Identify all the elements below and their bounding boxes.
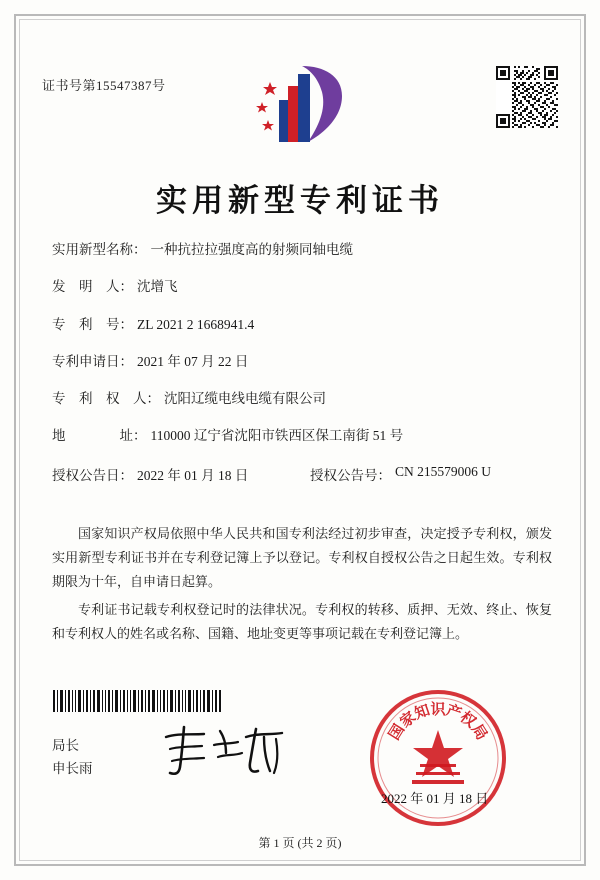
svg-text:局: 局 bbox=[467, 721, 490, 744]
field-row-inventor bbox=[52, 277, 552, 297]
director-label: 局长 bbox=[52, 738, 79, 753]
legal-text bbox=[52, 522, 552, 650]
field-label: 授权公告号： bbox=[310, 467, 391, 483]
field-value: 2021 年 07 月 22 日 bbox=[137, 353, 249, 369]
field-value: 沈阳辽缆电线电缆有限公司 bbox=[164, 391, 326, 406]
field-value: 2022 年 01 月 18 日 bbox=[137, 467, 249, 483]
certificate-number: 证书号第15547387号 bbox=[42, 78, 166, 93]
qr-code bbox=[496, 66, 558, 128]
legal-paragraph-1: 国家知识产权局依照中华人民共和国专利法经过初步审查，决定授予专利权，颁发实用新型专利证书并在专利登记簿上予以登记。专利权自授权公告之日起生效。专利权期限为十年，自申请日起算。 bbox=[52, 526, 552, 590]
field-list bbox=[52, 240, 552, 496]
legal-paragraph-2: 专利证书记载专利权登记时的法律状况。专利权的转移、质押、无效、终止、恢复和专利权人的姓名或名称、国籍、地址变更等事项记载在专利登记簿上。 bbox=[52, 602, 552, 642]
field-row-utility-model-name bbox=[52, 240, 552, 260]
svg-text:家: 家 bbox=[397, 709, 420, 732]
field-value: CN 215579006 U bbox=[395, 463, 492, 479]
seal-date: 2022 年 01 月 18 日 bbox=[381, 791, 489, 806]
barcode bbox=[52, 690, 222, 712]
director-name: 申长雨 bbox=[52, 760, 93, 776]
field-row-grant bbox=[52, 464, 552, 484]
field-label: 实用新型名称： bbox=[52, 242, 147, 257]
page-footer: 第 1 页 (共 2 页) bbox=[258, 836, 342, 850]
svg-text:国: 国 bbox=[386, 721, 409, 744]
field-label: 专利申请日： bbox=[52, 353, 133, 369]
field-label: 专 利 权 人： bbox=[52, 391, 160, 406]
field-row-patentee bbox=[52, 389, 552, 409]
director-signature-block bbox=[52, 735, 93, 781]
cnipa-logo-icon bbox=[252, 62, 348, 148]
handwritten-signature bbox=[160, 723, 290, 779]
field-row-address bbox=[52, 426, 552, 446]
field-row-announcement-number bbox=[310, 464, 552, 484]
page-title: 实用新型专利证书 bbox=[156, 183, 444, 218]
field-value: 一种抗拉拉强度高的射频同轴电缆 bbox=[150, 242, 353, 257]
field-row-announcement-date bbox=[52, 464, 310, 484]
field-row-patent-number bbox=[52, 315, 552, 335]
field-value: 110000 辽宁省沈阳市铁西区保工南街 51 号 bbox=[150, 428, 404, 444]
field-label: 地 址： bbox=[52, 428, 147, 444]
field-value: 沈增飞 bbox=[137, 279, 178, 295]
official-seal bbox=[368, 688, 508, 828]
svg-text:识: 识 bbox=[430, 702, 446, 718]
svg-text:产: 产 bbox=[443, 702, 464, 723]
field-row-application-date bbox=[52, 352, 552, 372]
field-label: 专 利 号： bbox=[52, 316, 133, 332]
field-label: 发 明 人： bbox=[52, 279, 133, 295]
svg-text:知: 知 bbox=[412, 702, 433, 723]
field-value: ZL 2021 2 1668941.4 bbox=[137, 316, 255, 332]
svg-text:权: 权 bbox=[456, 709, 479, 732]
field-label: 授权公告日： bbox=[52, 467, 133, 483]
